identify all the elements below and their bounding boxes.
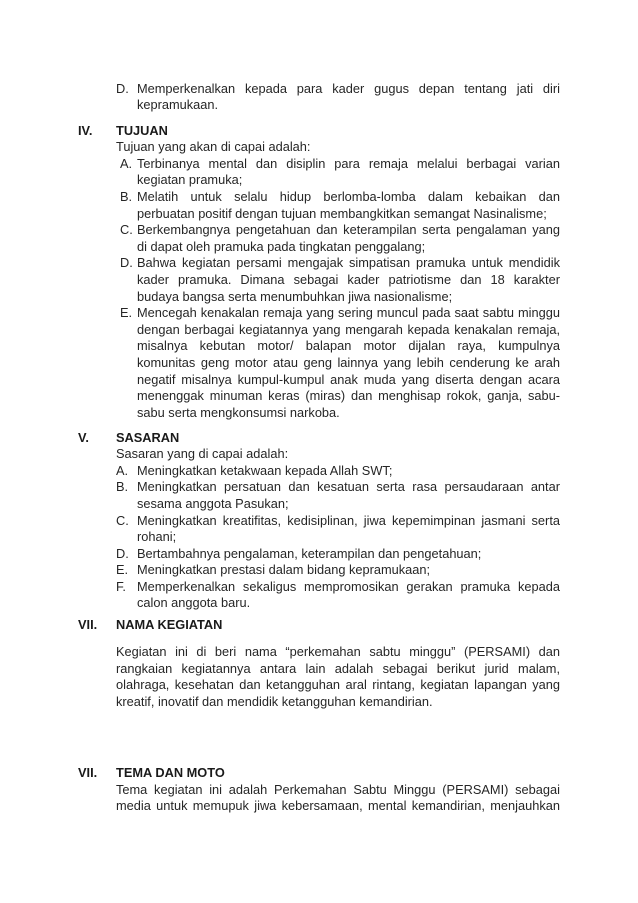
item-text (137, 305, 560, 421)
page-content (78, 81, 560, 815)
item-label: D. (116, 80, 129, 96)
text-line: Memperkenalkan sekaligus mempromosikan gerakan pramuka kepada (137, 578, 560, 594)
list-item (116, 305, 560, 421)
text-line: di dapat oleh pramuka pada tingkatan penggalang; (137, 238, 426, 254)
section-intro: Tujuan yang akan di capai adalah: (116, 139, 311, 155)
section-body (116, 446, 560, 612)
list-item (116, 546, 560, 563)
text-line: Meningkatkan prestasi dalam bidang kepramukaan; (137, 562, 431, 578)
section-number: V. (78, 429, 89, 445)
section-heading (78, 617, 560, 634)
section-title: TUJUAN (116, 122, 168, 138)
text-line: olahraga, kesehatan dan ketangguhan aral rintang, kegiatan lapangan yang (116, 677, 560, 693)
item-text (137, 156, 560, 189)
text-line: calon anggota baru. (137, 595, 251, 611)
section-sasaran (78, 430, 560, 613)
section-nama-kegiatan (78, 617, 560, 710)
section-title: TEMA DAN MOTO (116, 765, 225, 781)
item-label: A. (120, 155, 133, 171)
text-line: dengan berbagai kegiatannya yang mengarah kepada kenakalan remaja, (137, 321, 560, 337)
list-item (116, 479, 560, 512)
section-heading (78, 430, 560, 447)
item-text (137, 222, 560, 255)
item-label: B. (116, 479, 129, 495)
section-heading (78, 123, 560, 140)
item-label: E. (116, 562, 129, 578)
text-line: rohani; (137, 529, 177, 545)
text-line: Meningkatkan persatuan dan kesatuan serta rasa persaudaraan antar (137, 479, 560, 495)
text-line: kepramukaan. (137, 97, 219, 113)
item-label: E. (120, 305, 133, 321)
list-item (116, 579, 560, 612)
text-line: komunitas geng motor atau geng lainnya yang lebih cenderung ke arah (137, 354, 560, 370)
item-label: F. (116, 578, 126, 594)
section-number: VII. (78, 765, 98, 781)
text-line: sabu serta mengkonsumsi narkoba. (137, 404, 340, 420)
text-line: Bahwa kegiatan persami mengajak simpatisan pramuka untuk mendidik (137, 255, 560, 271)
text-line: Tema kegiatan ini adalah Perkemahan Sabtu Minggu (PERSAMI) sebagai (116, 781, 560, 797)
item-text (137, 189, 560, 222)
section-paragraph (116, 644, 560, 710)
text-line: misalnya kebutan motor/ balapan motor dijalan raya, kumpulnya (137, 338, 560, 354)
text-line: Meningkatkan ketakwaan kepada Allah SWT; (137, 462, 393, 478)
list-item (116, 156, 560, 189)
section-number: VII. (78, 617, 98, 633)
item-text (137, 513, 560, 546)
text-line: Terbinanya mental dan disiplin para remaja melalui berbagai varian (137, 155, 560, 171)
item-label: A. (116, 462, 129, 478)
item-text (137, 255, 560, 305)
text-line: Meningkatkan kreatifitas, kedisiplinan, jiwa kepemimpinan jasmani serta (137, 512, 560, 528)
text-line: Memperkenalkan kepada para kader gugus depan tentang jati diri (137, 80, 560, 96)
text-line: sesama anggota Pasukan; (137, 495, 289, 511)
text-line: perbuatan positif dengan tujuan membangkitkan semangat Nasinalisme; (137, 205, 547, 221)
text-line: kader pramuka. Dimana sebagai kader patriotisme dan 18 karakter (137, 272, 560, 288)
list-item (116, 189, 560, 222)
item-label: B. (120, 189, 133, 205)
text-line: Melatih untuk selalu hidup berlomba-lomba dalam kebaikan dan (137, 189, 560, 205)
section-body (116, 139, 560, 421)
item-text (137, 562, 560, 579)
text-line: kreatif, inovatif dan mendidik ketangguhan kemandirian. (116, 693, 433, 709)
text-line: kegiatan pramuka; (137, 172, 243, 188)
text-line: Bertambahnya pengalaman, keterampilan dan pengetahuan; (137, 545, 482, 561)
section-tema-dan-moto (78, 765, 560, 815)
list-item (116, 81, 560, 114)
item-text (137, 463, 560, 480)
section-heading (78, 765, 560, 782)
section-intro: Sasaran yang di capai adalah: (116, 446, 289, 462)
item-text (137, 546, 560, 563)
text-line: media untuk memupuk jiwa kebersamaan, mental kemandirian, menjauhkan (116, 798, 560, 814)
text-line: menenggak minuman keras (miras) dan menghisap rokok, ganja, sabu- (137, 388, 560, 404)
section-tujuan (78, 123, 560, 422)
item-text (137, 479, 560, 512)
list-item (116, 222, 560, 255)
section-title: SASARAN (116, 429, 180, 445)
text-line: budaya bangsa serta menumbuhkan jiwa nasionalisme; (137, 288, 453, 304)
section-paragraph (116, 782, 560, 815)
list-item (116, 562, 560, 579)
item-text (137, 81, 560, 114)
text-line: Berkembangnya pengetahuan dan keterampilan serta pengalaman yang (137, 222, 560, 238)
item-label: C. (116, 512, 129, 528)
text-line: rangkaian kegiatannya antara lain adalah sebagai berikut jurid malam, (116, 660, 560, 676)
text-line: Kegiatan ini di beri nama “perkemahan sabtu minggu” (PERSAMI) dan (116, 644, 560, 660)
item-text (137, 579, 560, 612)
list-item (116, 463, 560, 480)
item-label: C. (120, 222, 133, 238)
text-line: Mencegah kenakalan remaja yang sering muncul pada saat sabtu minggu (137, 305, 560, 321)
list-item (116, 255, 560, 305)
section-title: NAMA KEGIATAN (116, 617, 223, 633)
item-label: D. (120, 255, 133, 271)
item-label: D. (116, 545, 129, 561)
text-line: negatif misalnya kumpul-kumpul anak muda yang diserta dengan acara (137, 371, 560, 387)
list-item (116, 513, 560, 546)
section-number: IV. (78, 122, 93, 138)
